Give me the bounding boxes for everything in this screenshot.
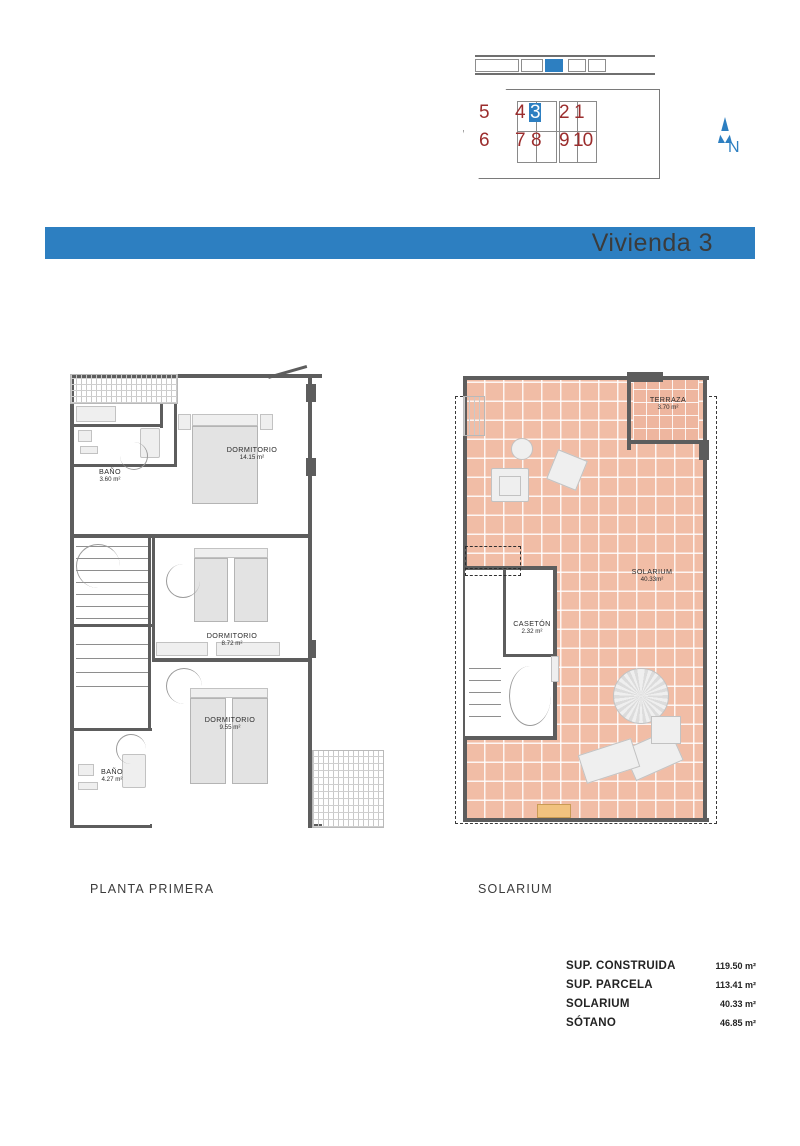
wall-caseton-div-2: [503, 654, 557, 657]
left-strip-hatch: [463, 396, 485, 436]
floor-plan-planta-primera: [62, 368, 392, 830]
wall-terraza-bottom: [627, 440, 709, 444]
north-arrow-icon: [710, 117, 746, 167]
key-plan-strip-cell-5[interactable]: [588, 59, 606, 72]
wall-terraza-left: [627, 376, 631, 450]
solarium-stair-tread-5: [469, 716, 501, 717]
bed-master: [192, 426, 258, 504]
stair-tread-7: [76, 618, 150, 619]
site-unit-6: 6: [479, 130, 489, 151]
solarium-stair-tread-2: [469, 680, 501, 681]
wardrobe-master: [76, 406, 116, 422]
site-unit-1: 1: [574, 102, 584, 123]
wall-stair-right: [148, 538, 151, 728]
surface-label: SÓTANO: [566, 1017, 617, 1029]
door-bath-2: [116, 734, 146, 764]
key-plan-strip-cell-selected[interactable]: [545, 59, 563, 72]
caption-planta-primera: PLANTA PRIMERA: [90, 882, 215, 896]
wall-caseton-bottom: [463, 736, 557, 740]
bed-mid-2: [234, 558, 268, 622]
surface-value: 40.33 m²: [719, 999, 756, 1009]
label-bano-427: BAÑO 4.27 m²: [101, 767, 123, 784]
wall-terraza-parapet: [627, 372, 663, 382]
key-plan: [455, 45, 755, 195]
wall-pillar-right-top: [306, 384, 316, 402]
surface-value: 46.85 m²: [719, 1018, 756, 1028]
solarium-stair-curve: [509, 666, 551, 726]
stair-tread-8: [76, 644, 150, 645]
surface-label: SUP. PARCELA: [566, 979, 653, 991]
door-mid-bedroom: [166, 564, 200, 598]
site-unit-7: 7: [515, 130, 525, 151]
sink-bath-1: [80, 446, 98, 454]
door-low-bedroom: [166, 668, 202, 704]
pillar-terraza: [699, 444, 709, 460]
key-plan-strip-cell-4[interactable]: [568, 59, 586, 72]
label-dormitorio-955: DORMITORIO 9.55 m²: [204, 715, 256, 732]
key-plan-strip: [475, 55, 655, 75]
nightstand-right: [260, 414, 273, 430]
caseton-dashed-line: [465, 568, 521, 569]
headboard-master: [192, 414, 258, 426]
stair-tread-5: [76, 594, 150, 595]
solarium-stair-tread-1: [469, 668, 501, 669]
north-label: N: [728, 139, 740, 156]
key-plan-strip-baseline: [475, 73, 655, 75]
wall-caseton-right: [553, 566, 557, 740]
key-plan-strip-cell-2[interactable]: [521, 59, 543, 72]
headboard-mid: [194, 548, 268, 558]
door-bath-1: [120, 442, 148, 470]
round-table: [511, 438, 533, 460]
wall-bottom-right-plan: [463, 818, 709, 822]
stair-tread-6: [76, 606, 150, 607]
page-title: Vivienda 3: [591, 229, 713, 257]
surface-label: SOLARIUM: [566, 998, 630, 1010]
surface-row: [566, 998, 756, 1010]
bed-low-1: [190, 698, 226, 784]
site-unit-4: 4: [515, 102, 525, 123]
surface-label: SUP. CONSTRUIDA: [566, 960, 676, 972]
site-unit-9: 9: [559, 130, 569, 151]
floor-plan-solarium: [455, 368, 725, 830]
solarium-stair-tread-3: [469, 692, 501, 693]
wall-mid-left: [152, 538, 155, 662]
label-dormitorio-872: DORMITORIO 8.72 m²: [206, 631, 258, 648]
key-plan-site-map: [455, 87, 685, 182]
stair-tread-9: [76, 658, 150, 659]
wall-pillar-right-mid: [306, 458, 316, 476]
wc-bath-1: [78, 430, 92, 442]
caseton-dashed-projection: [465, 546, 521, 576]
label-terraza: TERRAZA 3.70 m²: [649, 395, 687, 412]
label-bano-360: BAÑO 3.60 m²: [99, 467, 121, 484]
door-caseton: [551, 656, 559, 682]
site-unit-3-selected[interactable]: 3: [530, 102, 540, 123]
wall-caseton-div: [503, 566, 506, 656]
bed-mid-1: [194, 558, 228, 622]
label-solarium: SOLARIUM 40.33m²: [631, 567, 673, 584]
key-plan-strip-line: [475, 55, 655, 57]
site-unit-10: 10: [573, 130, 593, 151]
bed-low-2: [232, 698, 268, 784]
nightstand-left: [178, 414, 191, 430]
roof-vent: [537, 804, 571, 818]
surface-row: [566, 979, 756, 991]
label-dormitorio-1415: DORMITORIO 14.15 m²: [226, 445, 278, 462]
solarium-stair-tread-4: [469, 704, 501, 705]
balcony-hatch-top-2: [70, 374, 178, 404]
surface-summary-table: [566, 960, 756, 1036]
wall-bath-top-right: [174, 404, 177, 466]
stair-tread-11: [76, 686, 150, 687]
label-caseton: CASETÓN 2.32 m²: [513, 619, 551, 636]
headboard-low: [190, 688, 268, 698]
surface-value: 113.41 m²: [715, 980, 756, 990]
terrace-hatch-bottom-right-2: [312, 750, 384, 828]
door-stair-hall: [76, 544, 120, 588]
site-unit-2: 2: [559, 102, 569, 123]
side-table-2: [651, 716, 681, 744]
stair-landing-edge: [74, 624, 152, 627]
stair-tread-10: [76, 672, 150, 673]
wall-closet-2: [74, 424, 163, 427]
caption-solarium: SOLARIUM: [478, 882, 553, 896]
lounge-cushion-1: [499, 476, 521, 496]
surface-value: 119.50 m²: [715, 961, 756, 971]
site-unit-8: 8: [531, 130, 541, 151]
key-plan-strip-cell-1[interactable]: [475, 59, 519, 72]
surface-row: [566, 960, 756, 972]
site-unit-5: 5: [479, 102, 489, 123]
surface-row: [566, 1017, 756, 1029]
